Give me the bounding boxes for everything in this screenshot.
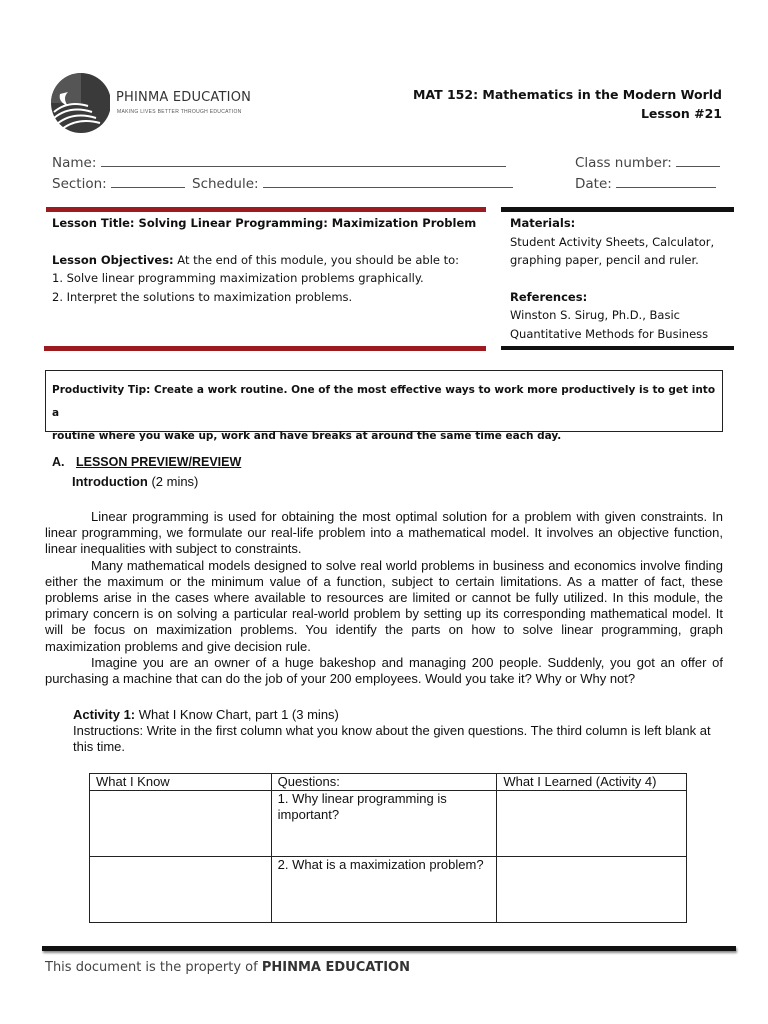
lesson-info xyxy=(52,214,492,306)
table-header-row xyxy=(90,774,687,791)
objective-item: 1. Solve linear programming maximization problems graphically. xyxy=(52,271,424,285)
activity-heading xyxy=(73,707,339,722)
section-letter: A. xyxy=(52,455,65,469)
activity-instructions: Instructions: Write in the first column what you know about the given questions. The third column is left blank at this time. xyxy=(73,723,711,755)
class-number-field[interactable] xyxy=(575,153,720,171)
lesson-title: Lesson Title: Solving Linear Programming: Maximization Problem xyxy=(52,216,477,230)
intro-paragraph: Many mathematical models designed to solve real world problems in business and economics involve finding either the maximum or the minimum value of a function, subject to certain limitations. As a matter of fact, these problems arise in the cases where available to resources are limited or cannot be fully utilized. In this module, the primary concern is on solving a particular real-world problem by setting up its corresponding mathematical model. It will be focus on maximization problems. You identify the parts on how to solve linear programming, graph maximization problems and give decision rule. xyxy=(45,557,723,654)
schedule-blank[interactable] xyxy=(263,174,513,188)
activity-label: Activity 1: xyxy=(73,707,136,722)
tip-line: routine where you wake up, work and have breaks at around the same time each day. xyxy=(52,430,562,442)
intro-paragraph: Linear programming is used for obtaining the most optimal solution for a problem with given constraints. In linear programming, we formulate our real-life problem into a mathematical model. It involves an objective function, linear inequalities with subject to constraints. xyxy=(45,509,723,557)
phinma-logo-mark-icon xyxy=(48,72,118,134)
objective-item: 2. Interpret the solutions to maximization problems. xyxy=(52,289,353,304)
table-row xyxy=(90,857,687,923)
logo-name: PHINMA EDUCATION xyxy=(116,90,252,105)
materials-line: Student Activity Sheets, Calculator, xyxy=(510,234,715,249)
phinma-logo xyxy=(48,72,252,134)
materials-top-bar xyxy=(501,207,734,212)
question-cell: 2. What is a maximization problem? xyxy=(271,857,497,923)
lesson-objectives xyxy=(52,251,492,270)
objectives-label: Lesson Objectives: xyxy=(52,252,174,267)
objectives-intro: At the end of this module, you should be able to: xyxy=(173,252,460,267)
footer-divider xyxy=(42,946,736,951)
class-number-label: Class number: xyxy=(575,155,672,171)
lesson-number: Lesson #21 xyxy=(640,106,722,121)
footer-prefix: This document is the property of xyxy=(45,960,262,975)
materials-label: Materials: xyxy=(510,216,576,230)
productivity-tip xyxy=(45,370,723,442)
footer-text xyxy=(45,960,410,975)
name-label: Name: xyxy=(52,155,97,171)
section-blank[interactable] xyxy=(111,174,185,188)
what-i-know-cell[interactable] xyxy=(90,857,272,923)
introduction-body xyxy=(45,509,723,687)
references-line: Quantitative Methods for Business xyxy=(510,326,709,341)
what-i-learned-cell[interactable] xyxy=(497,791,687,857)
name-blank[interactable] xyxy=(101,153,506,167)
date-blank[interactable] xyxy=(616,174,716,188)
course-header xyxy=(413,85,722,123)
schedule-label: Schedule: xyxy=(192,176,259,192)
materials-bottom-bar xyxy=(501,346,734,350)
materials-info xyxy=(510,214,738,343)
table-row xyxy=(90,791,687,857)
section-title: LESSON PREVIEW/REVIEW xyxy=(75,455,242,469)
course-title: MAT 152: Mathematics in the Modern World xyxy=(412,87,722,102)
what-i-learned-cell[interactable] xyxy=(497,857,687,923)
logo-tagline: MAKING LIVES BETTER THROUGH EDUCATION xyxy=(117,109,242,115)
introduction-label: Introduction xyxy=(72,474,148,489)
tip-line: Productivity Tip: Create a work routine. One of the most effective ways to work more productively is to get into a xyxy=(52,384,716,419)
class-number-blank[interactable] xyxy=(676,153,720,167)
date-label: Date: xyxy=(575,176,612,192)
column-header: Questions: xyxy=(271,774,497,791)
section-field[interactable] xyxy=(52,174,185,192)
lesson-bottom-bar xyxy=(44,346,486,351)
introduction-time: (2 mins) xyxy=(147,474,199,489)
references-label: References: xyxy=(510,289,588,304)
activity-title: What I Know Chart, part 1 (3 mins) xyxy=(135,707,339,722)
materials-line: graphing paper, pencil and ruler. xyxy=(510,253,699,267)
section-a-heading xyxy=(52,455,241,469)
lesson-top-bar xyxy=(46,207,486,212)
column-header: What I Learned (Activity 4) xyxy=(497,774,687,791)
schedule-field[interactable] xyxy=(192,174,513,192)
column-header: What I Know xyxy=(90,774,272,791)
date-field[interactable] xyxy=(575,174,716,192)
intro-paragraph: Imagine you are an owner of a huge bakeshop and managing 200 people. Suddenly, you got an offer of purchasing a machine that can do the job of your 200 employees. Would you take it? Why or Why not? xyxy=(45,654,723,687)
footer-owner: PHINMA EDUCATION xyxy=(261,960,410,975)
what-i-know-chart xyxy=(89,773,687,923)
question-cell: 1. Why linear programming is important? xyxy=(271,791,497,857)
name-field[interactable] xyxy=(52,153,506,171)
what-i-know-cell[interactable] xyxy=(90,791,272,857)
introduction-heading xyxy=(72,474,198,489)
section-label: Section: xyxy=(52,176,107,192)
references-line: Winston S. Sirug, Ph.D., Basic xyxy=(510,308,680,322)
